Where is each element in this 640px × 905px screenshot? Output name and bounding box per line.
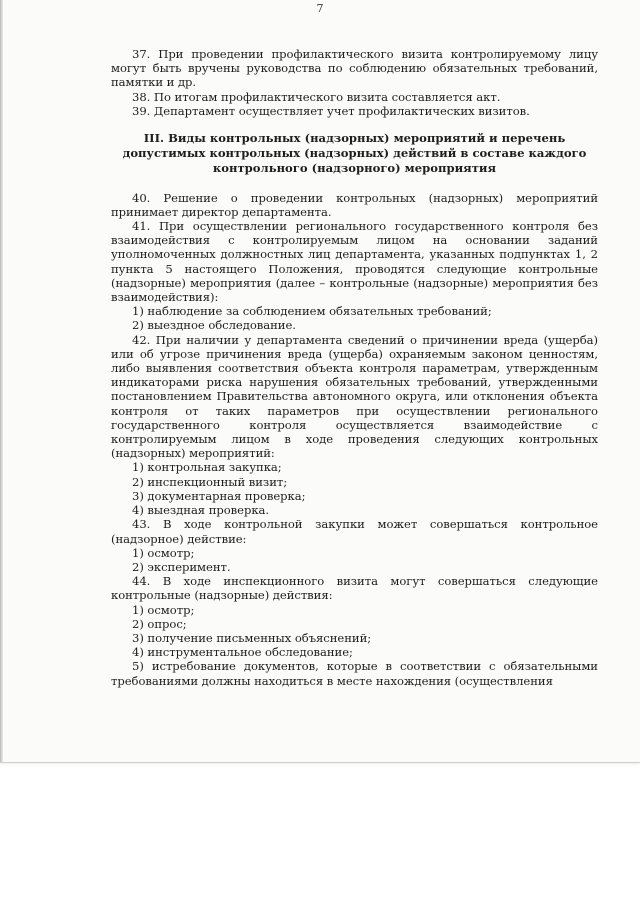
paragraph-42: 42. При наличии у департамента сведений о причинении вреда (ущерба) или об угрозе причинения вреда (ущерба) охраняемым законом ценностям, либо выявления соответствия объекта контроля параметрам, утвержденным индикаторами риска нарушения обязательных требований, утвержденными постановлением Правительства автономного округа, или отклонения объекта контроля от таких параметров при осуществлении регионального государственного контроля осуществляется взаимодействие с контролируемым лицом в ходе проведения следующих контрольных (надзорных) мероприятий: — [111, 332, 598, 461]
list-item: 5) истребование документов, которые в соответствии с обязательными требованиями должны находиться в месте нахождения (осуществления — [111, 659, 598, 688]
paragraph-39: 39. Департамент осуществляет учет профилактических визитов. — [132, 103, 530, 118]
list-item: 3) документарная проверка; — [132, 488, 306, 503]
list-item: 1) осмотр; — [132, 545, 195, 560]
paragraph-44: 44. В ходе инспекционного визита могут совершаться следующие контрольные (надзорные) действия: — [111, 574, 598, 603]
list-item: 4) выездная проверка. — [132, 503, 270, 518]
list-item: 1) наблюдение за соблюдением обязательных требований; — [132, 304, 492, 319]
section-heading: III. Виды контрольных (надзорных) мероприятий и перечень допустимых контрольных (надзорных) действий в составе каждого контрольного (надзорного) мероприятия — [122, 131, 587, 176]
paragraph-41: 41. При осуществлении регионального государственного контроля без взаимодействия с контролируемым лицом на основании заданий уполномоченных должностных лиц департамента, указанных подпунктах 1, 2 пункта 5 настоящего Положения, проводятся следующие контрольные (надзорные) мероприятия (далее – контрольные (надзорные) мероприятия без взаимодействия): — [111, 219, 598, 305]
paragraph-38: 38. По итогам профилактического визита составляется акт. — [132, 89, 501, 104]
paragraph-40: 40. Решение о проведении контрольных (надзорных) мероприятий принимает директор департамента. — [111, 190, 598, 219]
list-item: 2) инспекционный визит; — [132, 474, 288, 489]
document-body — [111, 47, 598, 688]
list-item: 2) выездное обследование. — [132, 318, 296, 333]
paragraph-43: 43. В ходе контрольной закупки может совершаться контрольное (надзорное) действие: — [111, 517, 598, 546]
list-item: 3) получение письменных объяснений; — [132, 630, 372, 645]
list-item: 1) контрольная закупка; — [132, 460, 282, 475]
paragraph-37: 37. При проведении профилактического визита контролируемому лицу могут быть вручены руководства по соблюдению обязательных требований, памятки и др. — [111, 47, 598, 90]
scan-edge-shadow — [0, 0, 3, 762]
list-item: 2) опрос; — [132, 616, 187, 631]
list-item: 2) эксперимент. — [132, 559, 231, 574]
page-number: 7 — [316, 2, 324, 15]
list-item: 1) осмотр; — [132, 602, 195, 617]
list-item: 4) инструментальное обследование; — [132, 645, 353, 660]
